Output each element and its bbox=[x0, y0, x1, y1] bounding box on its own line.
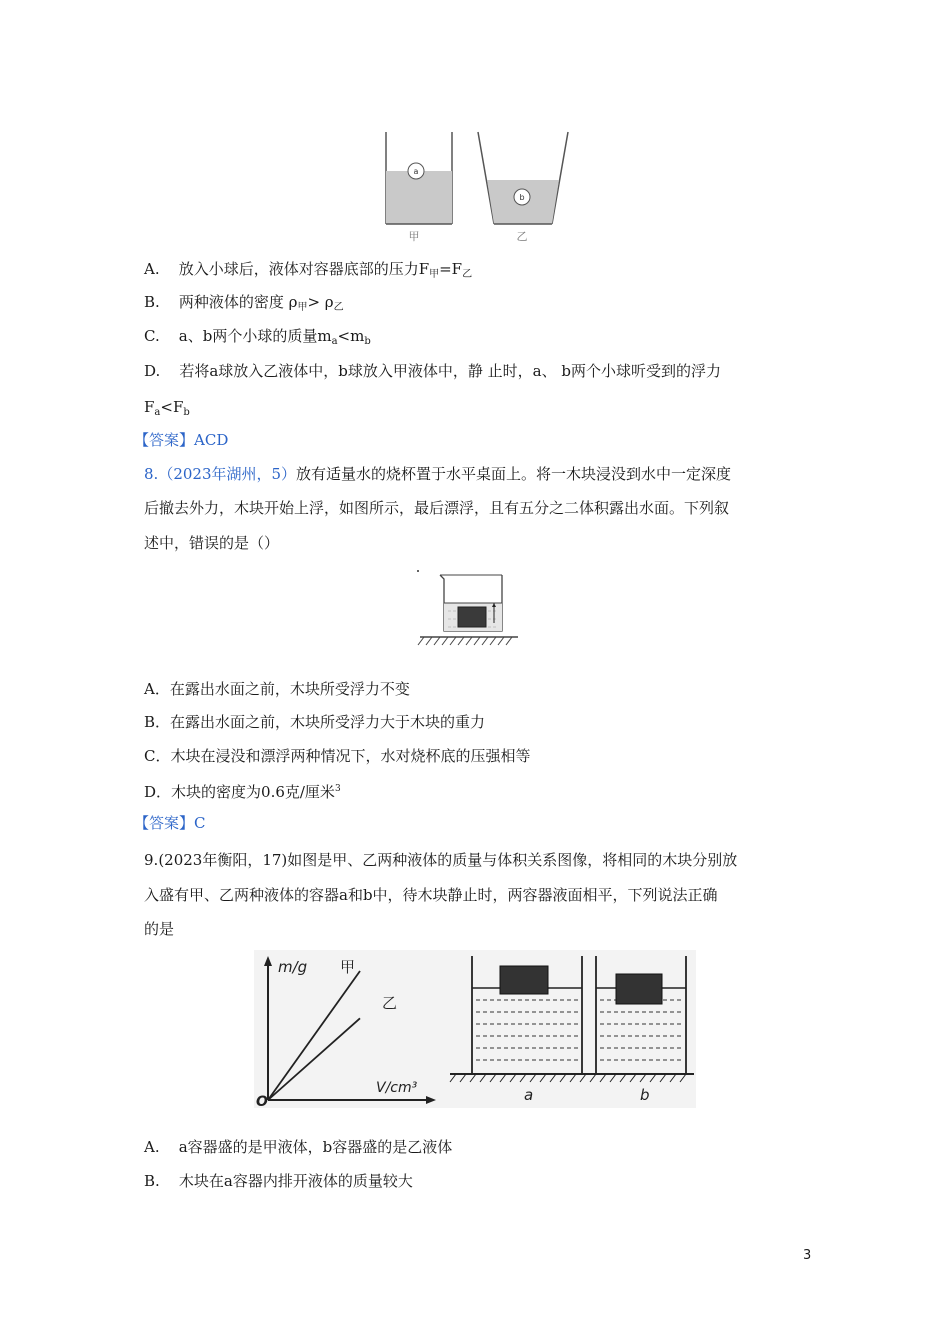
q7-option-c: C. a、b两个小球的质量$m_a<m_b$ bbox=[144, 327, 371, 347]
ball-a-label: a bbox=[413, 167, 419, 176]
q8-option-b: B．在露出水面之前，木块所受浮力大于木块的重力 bbox=[144, 713, 486, 731]
q9-stem-line3: 的是 bbox=[144, 920, 175, 938]
block-b bbox=[616, 974, 662, 1004]
q8-option-d: D．木块的密度为0.6克/厘米$^3$ bbox=[144, 783, 341, 801]
label-yi: 乙 bbox=[516, 230, 528, 243]
y-axis-label: m/g bbox=[278, 958, 308, 976]
series-label-jia: 甲 bbox=[340, 958, 356, 976]
wood-block bbox=[458, 607, 486, 627]
q8-option-a: A．在露出水面之前，木块所受浮力不变 bbox=[144, 680, 410, 698]
q8-answer: 【答案】C bbox=[134, 814, 206, 832]
q9-stem-line2: 入盛有甲、乙两种液体的容器a和b中，待木块静止时，两容器液面相平，下列说法正确 bbox=[144, 886, 718, 904]
figure-containers-jia-yi bbox=[370, 128, 580, 243]
q7-option-b: B. 两种液体的密度 $\rho_甲> \rho_乙$ bbox=[144, 293, 344, 313]
q8-option-c: C．木块在浸没和漂浮两种情况下，水对烧杯底的压强相等 bbox=[144, 747, 531, 765]
container-a-label: a bbox=[524, 1086, 534, 1104]
x-axis-label: V/cm³ bbox=[376, 1080, 418, 1096]
figure-mass-volume-and-containers bbox=[254, 950, 696, 1108]
figure-beaker-block bbox=[410, 565, 520, 655]
q9-stem-line1: 9.(2023年衡阳，17)如图是甲、乙两种液体的质量与体积关系图像，将相同的木块分别放 bbox=[144, 851, 738, 869]
q7-option-d: D. 若将a球放入乙液体中，b球放入甲液体中，静 止时，a、 b两个小球听受到的浮力 bbox=[144, 362, 721, 380]
origin-label: O bbox=[256, 1094, 268, 1108]
q8-stem-line2: 后撤去外力，木块开始上浮，如图所示，最后漂浮，且有五分之二体积露出水面。下列叙 bbox=[144, 499, 730, 517]
page-number: 3 bbox=[803, 1248, 812, 1263]
q8-stem-line3: 述中，错误的是（） bbox=[144, 534, 280, 552]
ball-b-label: b bbox=[519, 193, 525, 202]
q7-answer: 【答案】ACD bbox=[134, 431, 229, 449]
label-jia: 甲 bbox=[408, 230, 420, 243]
q8-stem-line1: 8.（2023年湖州，5）放有适量水的烧杯置于水平桌面上。将一木块浸没到水中一定深度 bbox=[144, 465, 732, 483]
block-a bbox=[500, 966, 548, 994]
q7-option-a: A. 放入小球后，液体对容器底部的压力$F_甲=F_乙$ bbox=[144, 260, 473, 280]
q9-option-b: B. 木块在a容器内排开液体的质量较大 bbox=[144, 1172, 413, 1190]
series-label-yi: 乙 bbox=[382, 994, 398, 1012]
container-b-label: b bbox=[640, 1086, 650, 1104]
q9-option-a: A. a容器盛的是甲液体，b容器盛的是乙液体 bbox=[144, 1138, 453, 1156]
q7-option-d-cont: $F_a<F_b$ bbox=[144, 398, 190, 418]
